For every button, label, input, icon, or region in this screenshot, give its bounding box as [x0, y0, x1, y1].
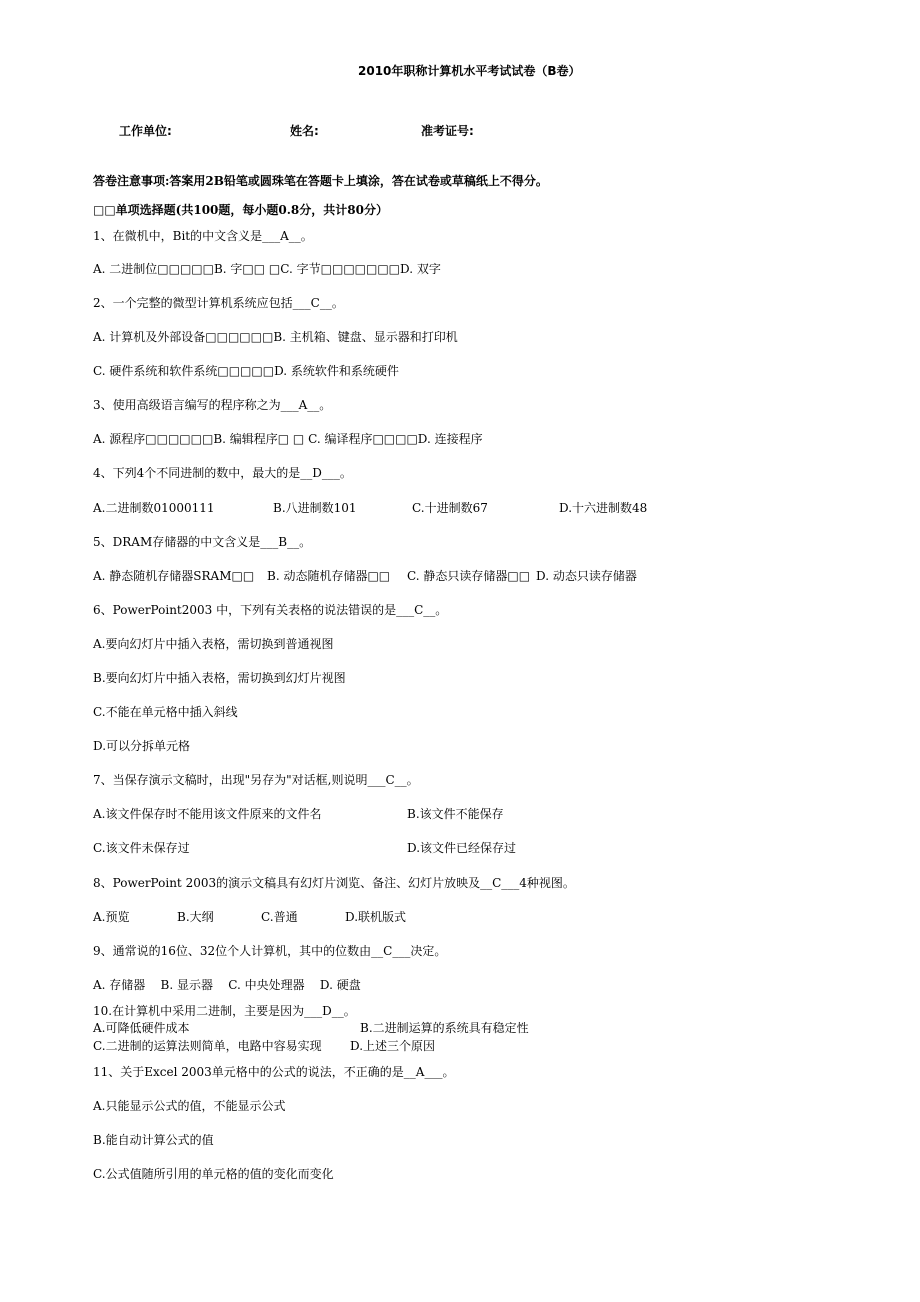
question-5-option-d: D. 动态只读存储器: [536, 569, 637, 583]
question-9-stem: 9、通常说的16位、32位个人计算机，其中的位数由__C___决定。: [93, 944, 447, 958]
question-10-option-a: A.可降低硬件成本: [93, 1021, 190, 1035]
question-2-options-1: A. 计算机及外部设备□□□□□□B. 主机箱、键盘、显示器和打印机: [93, 330, 458, 344]
question-4-stem: 4、下列4个不同进制的数中，最大的是__D___。: [93, 466, 352, 480]
question-6-option-b: B.要向幻灯片中插入表格，需切换到幻灯片视图: [93, 671, 346, 685]
page-title: 2010年职称计算机水平考试试卷（B卷）: [358, 64, 581, 78]
question-6-option-d: D.可以分拆单元格: [93, 739, 191, 753]
question-8-option-c: C.普通: [261, 910, 298, 924]
question-5-option-a: A. 静态随机存储器SRAM□□: [93, 569, 255, 583]
question-5-stem: 5、DRAM存储器的中文含义是___B__。: [93, 535, 312, 549]
question-8-option-d: D.联机版式: [345, 910, 407, 924]
question-10-stem: 10.在计算机中采用二进制，主要是因为___D__。: [93, 1004, 356, 1018]
work-unit-label: 工作单位:: [119, 124, 172, 138]
question-8-option-b: B.大纲: [177, 910, 214, 924]
question-9-options: A. 存储器 B. 显示器 C. 中央处理器 D. 硬盘: [93, 978, 361, 992]
question-10-option-b: B.二进制运算的系统具有稳定性: [360, 1021, 529, 1035]
exam-id-label: 准考证号:: [421, 124, 474, 138]
question-6-option-c: C.不能在单元格中插入斜线: [93, 705, 238, 719]
question-11-option-b: B.能自动计算公式的值: [93, 1133, 214, 1147]
question-5-option-c: C. 静态只读存储器□□: [407, 569, 531, 583]
question-10-option-c: C.二进制的运算法则简单，电路中容易实现: [93, 1039, 322, 1053]
question-8-option-a: A.预览: [93, 910, 130, 924]
question-4-option-b: B.八进制数101: [273, 501, 357, 515]
question-3-options: A. 源程序□□□□□□B. 编辑程序□ □ C. 编译程序□□□□D. 连接程序: [93, 432, 483, 446]
exam-notice: 答卷注意事项:答案用2B铅笔或圆珠笔在答题卡上填涂，答在试卷或草稿纸上不得分。: [93, 174, 548, 188]
question-11-option-c: C.公式值随所引用的单元格的值的变化而变化: [93, 1167, 334, 1181]
question-2-stem: 2、一个完整的微型计算机系统应包括___C__。: [93, 296, 344, 310]
question-7-option-c: C.该文件未保存过: [93, 841, 190, 855]
question-7-option-d: D.该文件已经保存过: [407, 841, 517, 855]
question-11-stem: 11、关于Excel 2003单元格中的公式的说法，不正确的是__A___。: [93, 1065, 455, 1079]
question-6-option-a: A.要向幻灯片中插入表格，需切换到普通视图: [93, 637, 334, 651]
section-title: □□单项选择题(共100题，每小题0.8分，共计80分）: [93, 203, 388, 217]
question-4-option-a: A.二进制数01000111: [93, 501, 215, 515]
question-11-option-a: A.只能显示公式的值，不能显示公式: [93, 1099, 286, 1113]
question-4-option-d: D.十六进制数48: [559, 501, 648, 515]
question-7-option-a: A.该文件保存时不能用该文件原来的文件名: [93, 807, 322, 821]
question-8-stem: 8、PowerPoint 2003的演示文稿具有幻灯片浏览、备注、幻灯片放映及__C___4种视图。: [93, 876, 575, 890]
question-10-option-d: D.上述三个原因: [350, 1039, 436, 1053]
question-1-stem: 1、在微机中，Bit的中文含义是___A__。: [93, 229, 313, 243]
question-5-option-b: B. 动态随机存储器□□: [267, 569, 391, 583]
question-4-option-c: C.十进制数67: [412, 501, 488, 515]
question-3-stem: 3、使用高级语言编写的程序称之为___A__。: [93, 398, 332, 412]
question-7-option-b: B.该文件不能保存: [407, 807, 504, 821]
question-7-stem: 7、当保存演示文稿时，出现"另存为"对话框,则说明___C__。: [93, 773, 419, 787]
question-1-options: A. 二进制位□□□□□B. 字□□ □C. 字节□□□□□□□D. 双字: [93, 262, 441, 276]
question-6-stem: 6、PowerPoint2003 中，下列有关表格的说法错误的是___C__。: [93, 603, 448, 617]
question-2-options-2: C. 硬件系统和软件系统□□□□□D. 系统软件和系统硬件: [93, 364, 399, 378]
name-label: 姓名:: [290, 124, 319, 138]
